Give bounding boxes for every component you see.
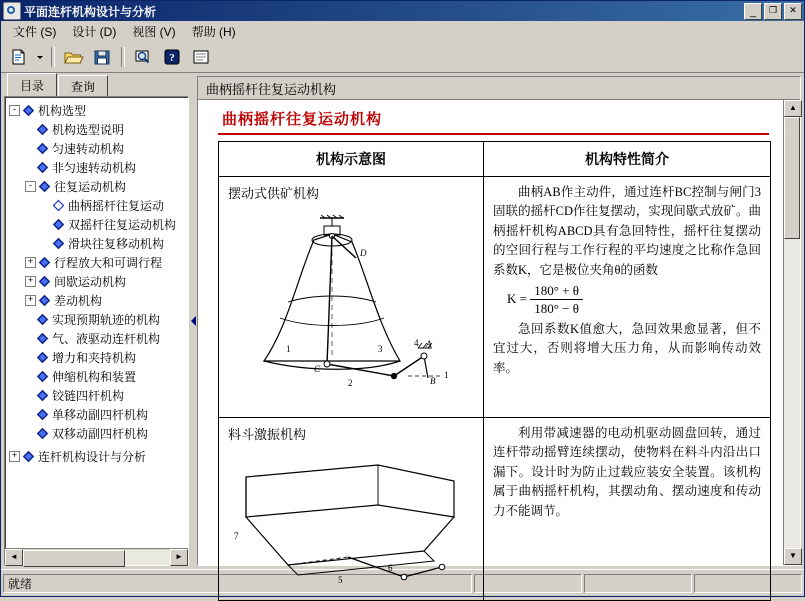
collapse-arrow-icon[interactable] — [191, 316, 196, 326]
svg-text:2: 2 — [348, 378, 353, 388]
diamond-blue-icon — [37, 333, 48, 344]
toolbar-separator-1 — [51, 47, 55, 67]
expander-icon[interactable]: + — [9, 451, 20, 462]
tree-item-liangansheji[interactable] — [5, 447, 188, 466]
maximize-icon: ❐ — [768, 4, 778, 15]
nav-tabs — [4, 76, 189, 96]
expander-placeholder — [25, 163, 34, 172]
diagram-cell-1 — [219, 177, 484, 418]
about-icon — [192, 48, 210, 66]
window-controls — [744, 3, 802, 20]
tree-item-xuanxingshuoming[interactable] — [5, 120, 188, 139]
expander-placeholder — [25, 429, 34, 438]
diamond-blue-icon — [37, 143, 48, 154]
column-header-description: 机构特性简介 — [484, 142, 771, 177]
diamond-blue-icon — [37, 124, 48, 135]
svg-text:1: 1 — [286, 344, 291, 354]
mechanism-diagram-2 — [228, 447, 468, 587]
tree-horizontal-scrollbar[interactable] — [5, 548, 188, 565]
diamond-blue-icon — [53, 238, 64, 249]
expander-placeholder — [41, 220, 50, 229]
open-folder-icon — [63, 48, 83, 66]
menu-item-file[interactable]: 文件 (S) — [13, 24, 57, 39]
diamond-blue-icon — [37, 352, 48, 363]
tree-item-label: 铰链四杆机构 — [52, 389, 125, 403]
tree-item-label: 曲柄摇杆往复运动 — [68, 199, 165, 213]
mechanism-table — [218, 141, 771, 601]
content-pane — [197, 76, 801, 585]
description-paragraph-2: 急回系数K值愈大，急回效果愈显著，但不宜过大，否则将增大压力角，从而影响传动效率。 — [493, 321, 761, 375]
diamond-blue-icon — [39, 181, 50, 192]
tree-item-shuangyidongfu[interactable] — [5, 424, 188, 443]
tab-search[interactable]: 查询 — [58, 75, 108, 98]
tree-item-label: 双摇杆往复运动机构 — [68, 218, 177, 232]
scroll-right-button[interactable]: ► — [170, 549, 188, 566]
tree-item-danyidongfu[interactable] — [5, 405, 188, 424]
content-header-label: 曲柄摇杆往复运动机构 — [206, 81, 337, 97]
dropdown-arrow-icon — [36, 53, 44, 61]
toolbar — [1, 42, 804, 73]
new-document-icon — [10, 48, 28, 66]
svg-text:3: 3 — [378, 344, 383, 354]
tree-item-qiyequdong[interactable] — [5, 329, 188, 348]
title-bar — [1, 1, 804, 21]
tree-item-jianxie[interactable] — [5, 272, 188, 291]
close-button[interactable] — [784, 3, 802, 20]
app-gear-icon — [3, 2, 21, 20]
tree-item-label: 机构选型 — [38, 104, 87, 118]
zoom-button[interactable] — [129, 44, 157, 71]
window-title: 平面连杆机构设计与分析 — [24, 4, 157, 19]
tree-item-xingchengfangda[interactable] — [5, 253, 188, 272]
tree-item-zengli[interactable] — [5, 348, 188, 367]
tree-item-label: 行程放大和可调行程 — [54, 256, 163, 270]
contents-tree[interactable] — [5, 97, 188, 548]
tree-item-yuqiguiji[interactable] — [5, 310, 188, 329]
tree-item-label: 机构选型说明 — [52, 123, 125, 137]
tree-item-shuangyaogan[interactable] — [5, 215, 188, 234]
content-header — [198, 77, 800, 100]
tree-item-yunsuzhuandong[interactable] — [5, 139, 188, 158]
maximize-button[interactable] — [764, 3, 782, 20]
svg-text:D: D — [360, 248, 367, 258]
expander-placeholder — [25, 315, 34, 324]
expander-icon[interactable]: + — [25, 295, 36, 306]
svg-text:4: 4 — [414, 338, 419, 348]
svg-text:C: C — [314, 364, 321, 374]
svg-text:5: 5 — [338, 575, 343, 585]
description-paragraph-3: 利用带减速器的电动机驱动圆盘回转，通过连杆带动摇臂连续摆动，使物料在料斗内沿出口漏下。设计时为防止过载应装安全装置。该机构属于曲柄摇杆机构，其摆动角、摆动速度和传动力不能调节。 — [493, 426, 761, 518]
expander-placeholder — [25, 353, 34, 362]
status-message: 就绪 — [3, 574, 472, 593]
description-1 — [493, 183, 761, 378]
menu-item-view[interactable]: 视图 (V) — [132, 24, 176, 39]
about-button[interactable] — [187, 44, 215, 71]
expander-placeholder — [25, 410, 34, 419]
description-cell-2 — [484, 418, 771, 601]
svg-text:A: A — [426, 339, 432, 349]
tree-item-chadong[interactable] — [5, 291, 188, 310]
diamond-blue-icon — [37, 371, 48, 382]
tree-item-label: 间歇运动机构 — [54, 275, 127, 289]
table-row — [219, 418, 771, 601]
diamond-blue-icon — [37, 390, 48, 401]
description-2 — [493, 424, 761, 521]
tree-item-label: 差动机构 — [54, 294, 103, 308]
scroll-up-button[interactable]: ▲ — [784, 100, 802, 117]
formula-numerator: 180° + θ — [530, 282, 583, 301]
tree-container — [4, 96, 189, 566]
minimize-button[interactable] — [744, 3, 762, 20]
tree-item-label: 增力和夹持机构 — [52, 351, 137, 365]
tree-item-label: 单移动副四杆机构 — [52, 408, 149, 422]
tree-item-label: 往复运动机构 — [54, 180, 127, 194]
diamond-blue-icon — [37, 314, 48, 325]
formula-fraction — [530, 282, 583, 318]
tab-contents[interactable]: 目录 — [7, 73, 57, 97]
expander-icon[interactable]: - — [25, 181, 36, 192]
diamond-blue-icon — [23, 451, 34, 462]
expander-placeholder — [25, 391, 34, 400]
toolbar-separator-2 — [121, 47, 125, 67]
tree-item-wangfuyundong[interactable] — [5, 177, 188, 196]
table-header-row — [219, 142, 771, 177]
formula-lhs: K = — [507, 290, 527, 306]
help-button[interactable] — [158, 44, 186, 71]
save-icon — [93, 48, 111, 66]
expander-placeholder — [25, 334, 34, 343]
menu-item-design[interactable]: 设计 (D) — [72, 24, 117, 39]
description-paragraph-1: 曲柄AB作主动件，通过连杆BC控制与闸门3固联的摇杆CD作往复摆动，实现间歇式放矿。曲柄摇杆机构ABCD具有急回特性，摇杆往复摆动的空回行程与工作行程的平均速度之比称作急回系数K，它是极位夹角θ的函数 — [493, 185, 761, 277]
diagram-cell-2 — [219, 418, 484, 601]
tree-item-feiyunsuzhuandong[interactable] — [5, 158, 188, 177]
tree-item-label: 双移动副四杆机构 — [52, 427, 149, 441]
navigation-pane — [4, 76, 189, 566]
tree-item-label: 匀速转动机构 — [52, 142, 125, 156]
svg-text:?: ? — [169, 52, 175, 64]
svg-text:1: 1 — [444, 370, 449, 380]
vertical-scroll-track[interactable] — [784, 117, 800, 548]
scroll-thumb[interactable] — [23, 550, 125, 567]
column-header-diagram: 机构示意图 — [219, 142, 484, 177]
scroll-left-button[interactable]: ◄ — [5, 549, 23, 566]
expander-placeholder — [25, 372, 34, 381]
svg-text:6: 6 — [388, 563, 393, 573]
table-row — [219, 177, 771, 418]
expander-placeholder — [41, 201, 50, 210]
expander-icon[interactable]: - — [9, 105, 20, 116]
zoom-icon — [134, 48, 152, 66]
tree-item-label: 非匀速转动机构 — [52, 161, 137, 175]
scroll-track[interactable] — [23, 550, 170, 565]
formula-denominator: 180° − θ — [534, 301, 579, 317]
diamond-blue-icon — [39, 257, 50, 268]
tree-item-label: 气、液驱动连杆机构 — [52, 332, 161, 346]
tree-item-label: 连杆机构设计与分析 — [38, 450, 147, 464]
expander-icon[interactable]: + — [25, 276, 36, 287]
tree-item-qubingyaogan[interactable] — [5, 196, 188, 215]
tree-item-label: 实现预期轨迹的机构 — [52, 313, 161, 327]
save-button[interactable] — [88, 44, 116, 71]
menu-item-help[interactable]: 帮助 (H) — [191, 24, 236, 39]
tree-item-huakuai[interactable] — [5, 234, 188, 253]
content-scroll-area — [198, 100, 800, 585]
tree-item-jiaolian[interactable] — [5, 386, 188, 405]
formula-K — [507, 282, 761, 318]
diamond-open-icon — [53, 200, 64, 211]
open-folder-button[interactable] — [59, 44, 87, 71]
diamond-blue-icon — [37, 409, 48, 420]
tree-item-shensuo[interactable] — [5, 367, 188, 386]
diagram-title-1: 摆动式供矿机构 — [228, 186, 320, 201]
tree-item-label: 滑块往复移动机构 — [68, 237, 165, 251]
expander-placeholder — [25, 125, 34, 134]
diamond-blue-icon — [37, 162, 48, 173]
help-icon — [163, 48, 181, 66]
scroll-down-button[interactable]: ▼ — [784, 548, 802, 565]
expander-placeholder — [41, 239, 50, 248]
new-document-dropdown[interactable] — [34, 44, 46, 71]
vertical-scroll-thumb[interactable] — [784, 117, 800, 239]
tree-item-jigouxuanxing[interactable] — [5, 101, 188, 120]
diamond-blue-icon — [53, 219, 64, 230]
diagram-title-2: 料斗激振机构 — [228, 427, 307, 442]
svg-text:7: 7 — [234, 531, 239, 541]
description-cell-1 — [484, 177, 771, 418]
mechanism-diagram-1 — [228, 206, 468, 411]
menu-bar — [1, 21, 804, 42]
diamond-blue-icon — [39, 276, 50, 287]
content-vertical-scrollbar[interactable] — [783, 100, 800, 565]
document-area — [198, 100, 783, 585]
document-title: 曲柄摇杆往复运动机构 — [218, 106, 769, 135]
minimize-icon: _ — [749, 5, 757, 18]
tree-item-label: 伸缩机构和装置 — [52, 370, 137, 384]
close-icon: ✕ — [789, 4, 797, 15]
svg-text:B: B — [430, 376, 436, 386]
diamond-blue-icon — [39, 295, 50, 306]
expander-icon[interactable]: + — [25, 257, 36, 268]
expander-placeholder — [25, 144, 34, 153]
pane-splitter[interactable] — [189, 76, 197, 566]
diamond-blue-icon — [37, 428, 48, 439]
diamond-blue-icon — [23, 105, 34, 116]
new-document-button[interactable] — [5, 44, 33, 71]
